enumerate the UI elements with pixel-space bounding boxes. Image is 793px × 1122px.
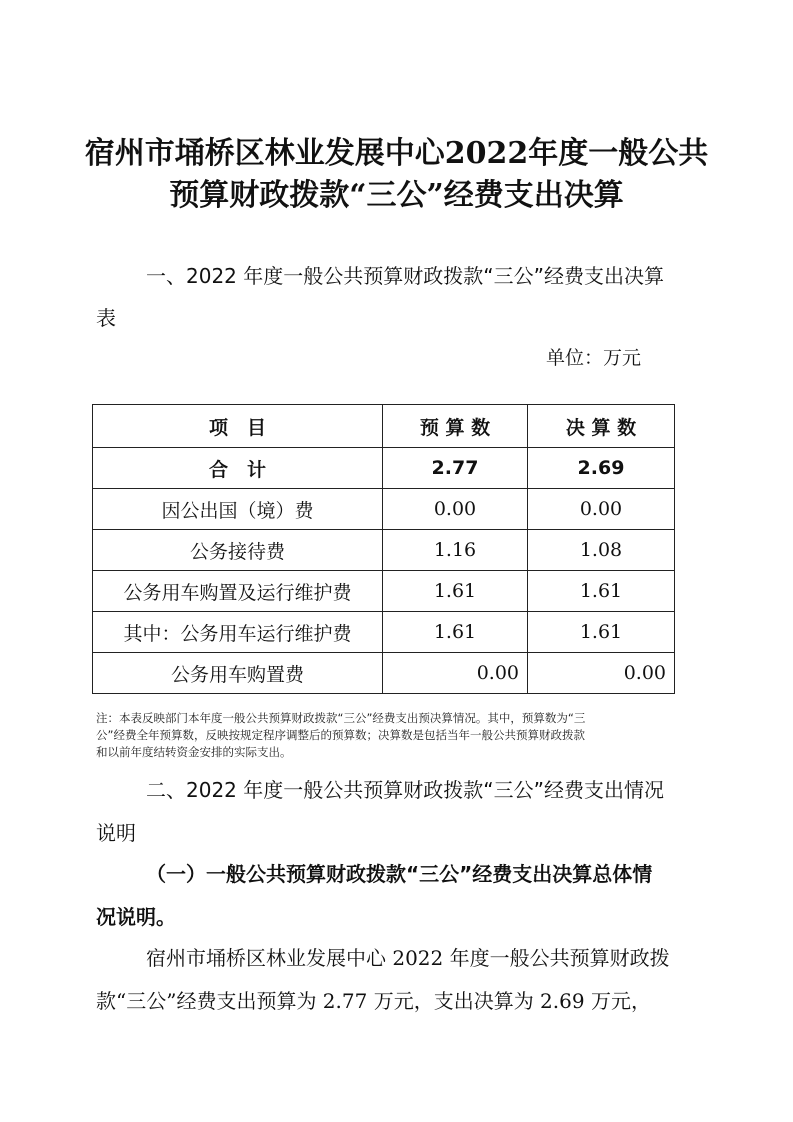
table-row [93, 653, 675, 694]
subsection-heading: （一）一般公共预算财政拨款“三公”经费支出决算总体情 [146, 862, 653, 886]
row-final: 1.08 [528, 530, 675, 571]
section-1-heading: 一、2022 年度一般公共预算财政拨款“三公”经费支出决算 [146, 264, 664, 288]
table-note [96, 710, 696, 761]
row-budget: 1.16 [383, 530, 528, 571]
row-budget: 2.77 [383, 448, 528, 489]
row-final: 1.61 [528, 612, 675, 653]
row-budget: 0.00 [383, 653, 528, 694]
document-title-line-1: 宿州市埇桥区林业发展中心2022年度一般公共 [84, 136, 709, 171]
row-item: 公务用车购置费 [93, 653, 383, 694]
row-item: 合 计 [93, 448, 383, 489]
expense-table [92, 404, 675, 694]
document-title-line-2: 预算财政拨款“三公”经费支出决算 [169, 178, 624, 213]
row-final: 0.00 [528, 653, 675, 694]
column-header-item: 项 目 [93, 405, 383, 448]
row-budget: 1.61 [383, 612, 528, 653]
subsection-heading-continued: 况说明。 [96, 905, 176, 929]
table-header-row [93, 405, 675, 448]
row-budget: 1.61 [383, 571, 528, 612]
row-budget: 0.00 [383, 489, 528, 530]
row-item: 其中：公务用车运行维护费 [93, 612, 383, 653]
section-1-heading-continued: 表 [96, 306, 116, 330]
unit-label: 单位：万元 [546, 347, 642, 369]
row-item: 公务接待费 [93, 530, 383, 571]
body-paragraph-line-2: 款“三公”经费支出预算为 2.77 万元，支出决算为 2.69 万元， [96, 989, 651, 1013]
row-item: 公务用车购置及运行维护费 [93, 571, 383, 612]
row-final: 2.69 [528, 448, 675, 489]
note-line: 公”经费全年预算数，反映按规定程序调整后的预算数；决算数是包括当年一般公共预算财政拨款 [96, 728, 585, 742]
table-row [93, 530, 675, 571]
column-header-final: 决 算 数 [528, 405, 675, 448]
note-line: 和以前年度结转资金安排的实际支出。 [96, 745, 292, 759]
note-line: 注：本表反映部门本年度一般公共预算财政拨款“三公”经费支出预决算情况。其中，预算数为“三 [96, 711, 586, 725]
row-final: 1.61 [528, 571, 675, 612]
table-row [93, 571, 675, 612]
section-2-heading-continued: 说明 [96, 821, 136, 845]
section-2-heading: 二、2022 年度一般公共预算财政拨款“三公”经费支出情况 [146, 778, 664, 802]
table-row [93, 489, 675, 530]
column-header-budget: 预 算 数 [383, 405, 528, 448]
row-item: 因公出国（境）费 [93, 489, 383, 530]
body-paragraph-line-1: 宿州市埇桥区林业发展中心 2022 年度一般公共预算财政拨 [146, 946, 670, 970]
table-row-total [93, 448, 675, 489]
row-final: 0.00 [528, 489, 675, 530]
table-row [93, 612, 675, 653]
